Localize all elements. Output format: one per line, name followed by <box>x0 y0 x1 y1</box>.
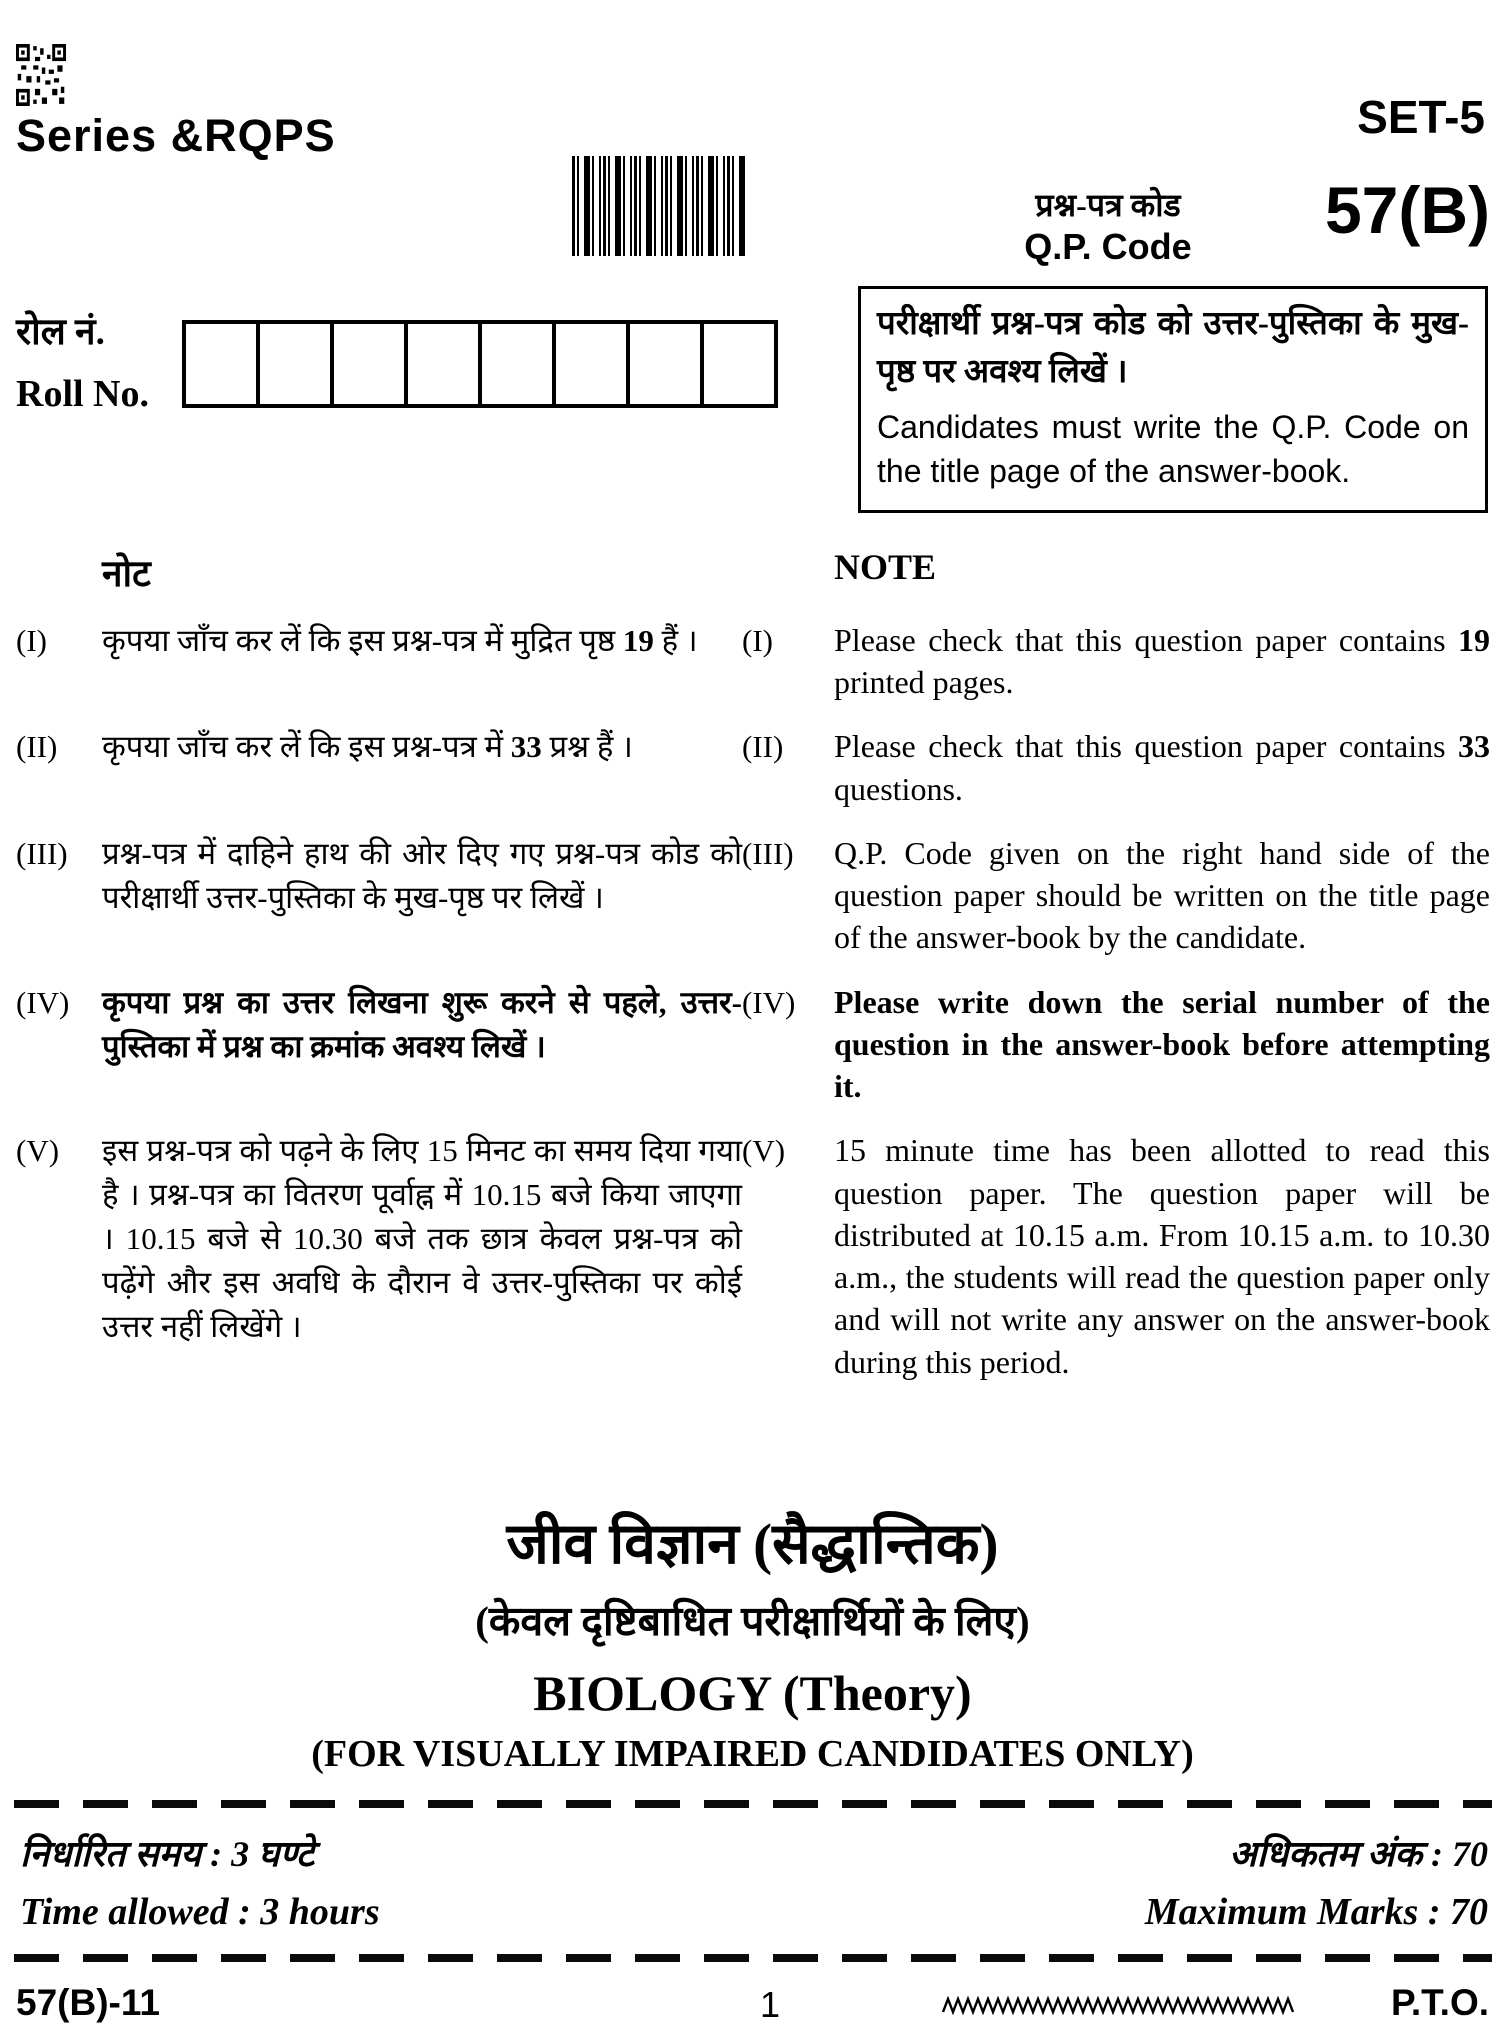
note-item-marker-hindi: (IV) <box>16 984 70 1020</box>
note-item-text-english: 15 minute time has been allotted to read this question paper. The question paper will be distributed at 10.15 a.m. From 10.15 a.m. to 10.30 a.m., the students will read the question paper only and will not write any answer on the answer-book during this period. <box>834 1132 1490 1380</box>
note-grid <box>16 546 1490 1383</box>
qp-code-value: 57(B) <box>1324 173 1490 247</box>
note-item-text-hindi: प्रश्न-पत्र में दाहिने हाथ की ओर दिए गए प्रश्न-पत्र कोड को परीक्षार्थी उत्तर-पुस्तिका के मुख-पृष्ठ पर लिखें । <box>102 835 742 915</box>
dashed-divider-bottom <box>14 1954 1492 1962</box>
qp-code-instruction-box <box>858 286 1488 513</box>
roll-number-box <box>330 320 408 408</box>
subject-title-english: BIOLOGY (Theory) <box>533 1665 972 1721</box>
note-heading-hindi: नोट <box>102 554 151 595</box>
note-item-text-hindi: कृपया जाँच कर लें कि इस प्रश्न-पत्र में मुद्रित पृष्ठ 19 हैं । <box>102 623 698 658</box>
title-block <box>0 1502 1505 1776</box>
page-number: 1 <box>759 1984 781 2025</box>
maximum-marks-english: Maximum Marks : 70 <box>1144 1891 1488 1933</box>
barcode <box>572 156 746 256</box>
note-item-text-english: Please write down the serial number of the question in the answer-book before attempting it. <box>834 983 1490 1105</box>
qp-code-label-hindi: प्रश्न-पत्र कोड <box>1035 187 1181 223</box>
roll-number-box <box>700 320 778 408</box>
qp-box-text-english: Candidates must write the Q.P. Code on the title page of the answer-book. <box>877 408 1469 490</box>
qp-box-text-hindi: परीक्षार्थी प्रश्न-पत्र कोड को उत्तर-पुस्तिका के मुख-पृष्ठ पर अवश्य लिखें । <box>877 306 1469 390</box>
dashed-divider-top <box>14 1800 1492 1808</box>
subject-title-hindi: जीव विज्ञान (सैद्धान्तिक) <box>506 1513 999 1576</box>
note-item-marker-english: (V) <box>742 1133 786 1169</box>
time-allowed-english: Time allowed : 3 hours <box>20 1891 380 1933</box>
qp-code-label <box>980 186 1236 269</box>
roll-number-box <box>256 320 334 408</box>
note-item-marker-hindi: (III) <box>16 835 68 871</box>
time-marks-row-hindi <box>20 1828 1488 1877</box>
audience-line-hindi: (केवल दृष्टिबाधित परीक्षार्थियों के लिए) <box>475 1598 1030 1644</box>
note-item-marker-hindi: (I) <box>16 623 47 658</box>
audience-line-english: (FOR VISUALLY IMPAIRED CANDIDATES ONLY) <box>311 1733 1194 1775</box>
note-item-marker-english: (I) <box>742 623 773 658</box>
note-item-text-hindi: कृपया जाँच कर लें कि इस प्रश्न-पत्र में 33 प्रश्न हैं । <box>102 729 633 765</box>
roll-number-box <box>626 320 704 408</box>
qp-code-label-english: Q.P. Code <box>1024 226 1192 268</box>
note-item-text-english: Q.P. Code given on the right hand side of the question paper should be written on the title page of the answer-book by the candidate. <box>834 834 1490 956</box>
note-item-marker-english: (III) <box>742 835 794 871</box>
roll-number-box <box>478 320 556 408</box>
roll-number-box <box>552 320 630 408</box>
squiggle-path <box>943 1999 1293 2012</box>
maximum-marks-hindi: अधिकतम अंक : 70 <box>1229 1834 1488 1874</box>
roll-number-box <box>404 320 482 408</box>
time-marks-row-english <box>20 1890 1488 1934</box>
note-item-marker-hindi: (V) <box>16 1133 60 1169</box>
roll-number-box <box>182 320 260 408</box>
roll-number-label-hindi: रोल नं. <box>16 312 105 353</box>
series-label: Series &RQPS <box>16 110 336 161</box>
time-allowed-hindi: निर्धारित समय : 3 घण्टे <box>20 1834 315 1874</box>
roll-number-label-english: Roll No. <box>16 373 149 415</box>
set-label: SET-5 <box>1357 91 1485 143</box>
note-item-marker-hindi: (II) <box>16 729 58 765</box>
roll-number-grid <box>182 320 778 408</box>
footer-paper-code: 57(B)-11 <box>16 1982 160 2023</box>
note-item-text-hindi: इस प्रश्न-पत्र को पढ़ने के लिए 15 मिनट का समय दिया गया है । प्रश्न-पत्र का वितरण पूर्वाह्न में 10.15 बजे किया जाएगा । 10.15 बजे से 10.30 बजे तक छात्र केवल प्रश्न-पत्र को पढ़ेंगे और इस अवधि के दौरान वे उत्तर-पुस्तिका पर कोई उत्तर नहीं लिखेंगे । <box>102 1133 742 1345</box>
note-heading-english: NOTE <box>834 547 937 587</box>
note-item-marker-english: (IV) <box>742 984 796 1020</box>
pto-label: P.T.O. <box>1390 1982 1489 2023</box>
note-item-text-english: Please check that this question paper contains 33 questions. <box>834 728 1490 807</box>
squiggle-line <box>942 1994 1298 2023</box>
note-item-marker-english: (II) <box>742 729 784 765</box>
qr-code-icon <box>16 44 66 106</box>
note-item-text-english: Please check that this question paper contains 19 printed pages. <box>834 622 1490 701</box>
note-item-text-hindi: कृपया प्रश्न का उत्तर लिखना शुरू करने से पहले, उत्तर-पुस्तिका में प्रश्न का क्रमांक अवश्य लिखें । <box>102 984 742 1064</box>
